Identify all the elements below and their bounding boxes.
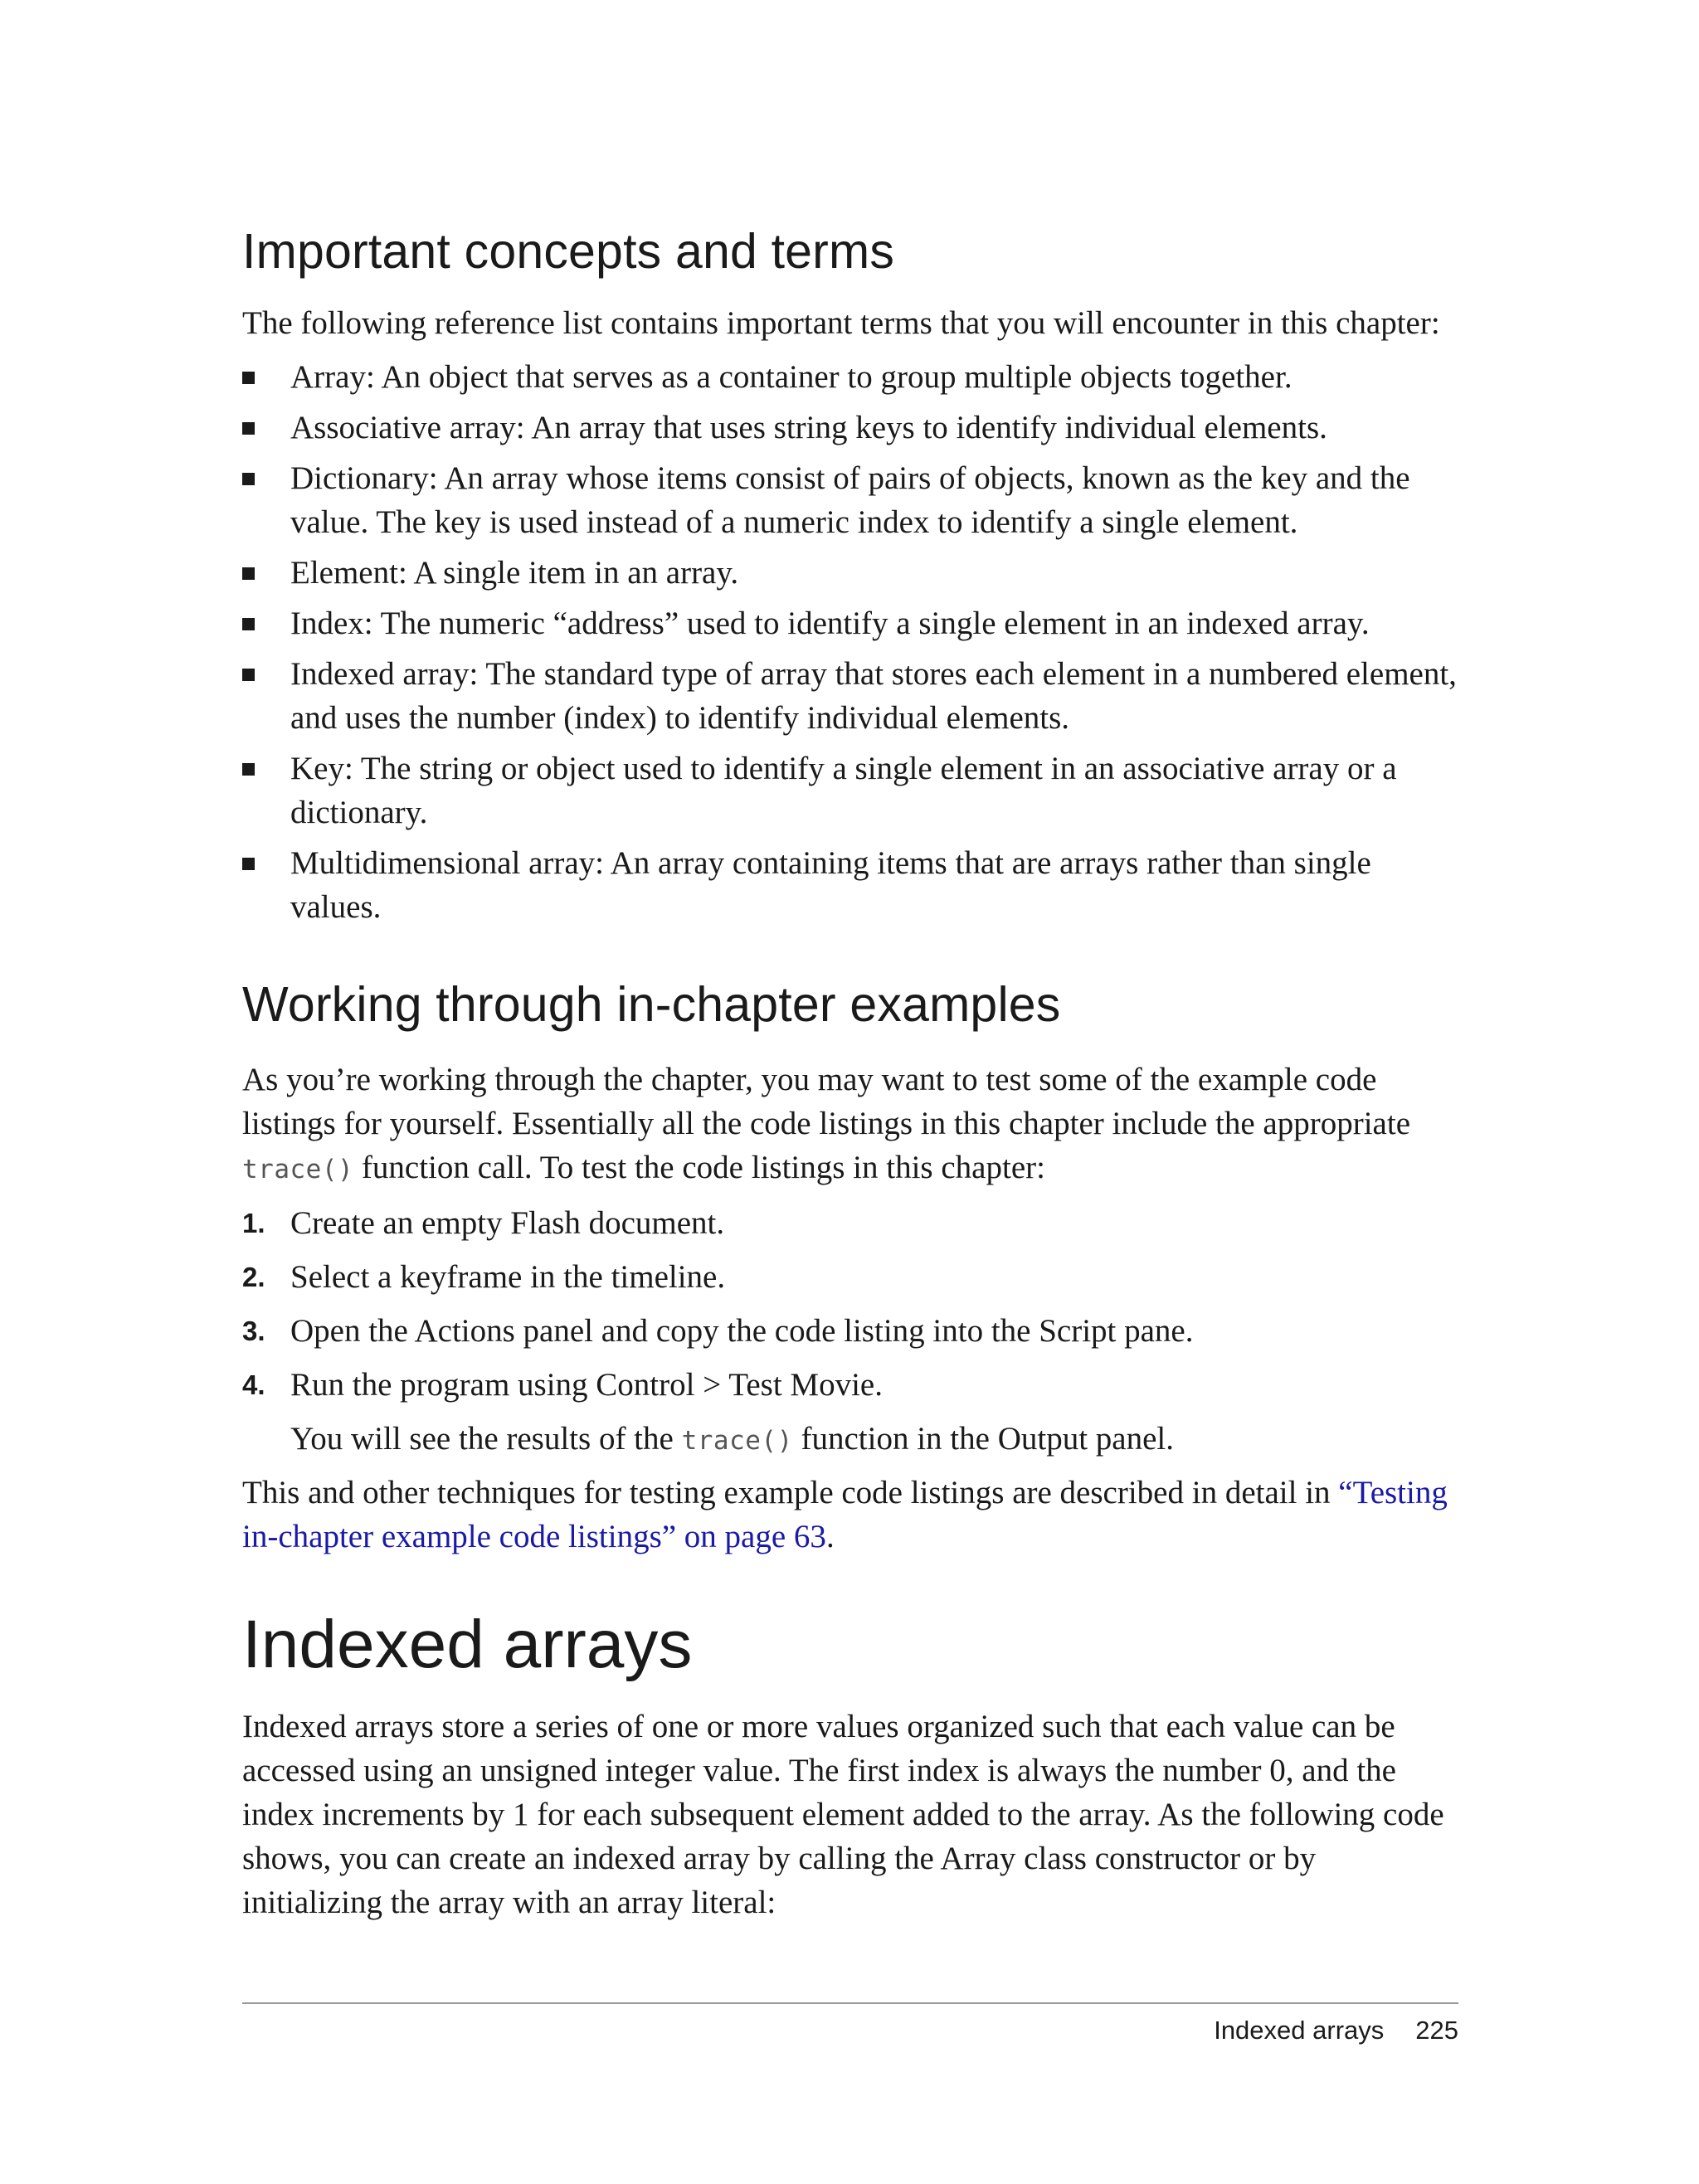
bullet-square-icon (242, 567, 255, 580)
list-item: 4. Run the program using Control > Test Movie. (242, 1363, 1458, 1407)
list-item: 3. Open the Actions panel and copy the code listing into the Script pane. (242, 1309, 1458, 1353)
bullet-square-icon (242, 422, 255, 435)
list-item: 2. Select a keyframe in the timeline. (242, 1255, 1458, 1299)
list-item: Indexed array: The standard type of array that stores each element in a numbered element, and uses the number (index) to identify individual elements. (242, 652, 1458, 740)
bullet-square-icon (242, 858, 255, 870)
footer-divider (242, 2002, 1458, 2004)
section-heading-examples: Working through in-chapter examples (242, 977, 1061, 1032)
step-number: 2. (242, 1262, 265, 1292)
footer-section-title: Indexed arrays (1214, 2016, 1385, 2045)
bullet-square-icon (242, 473, 255, 485)
page-footer (1214, 2014, 1458, 2047)
bullet-square-icon (242, 669, 255, 681)
list-item: Dictionary: An array whose items consist of pairs of objects, known as the key and the value. The key is used instead of a numeric index to identify a single element. (242, 456, 1452, 544)
steps-list (242, 1201, 1458, 1417)
inline-code: trace() (242, 1155, 354, 1184)
list-item: Index: The numeric “address” used to identify a single element in an indexed array. (242, 601, 1458, 645)
examples-closing: This and other techniques for testing example code listings are described in detail in “Testing in-chapter example code listings” on page 63. (242, 1475, 1448, 1554)
step-number: 3. (242, 1316, 265, 1346)
cross-reference-link[interactable]: “Testing in-chapter example code listings” on page 63 (242, 1475, 1448, 1554)
section-heading-concepts: Important concepts and terms (242, 224, 895, 279)
list-item: Array: An object that serves as a container to group multiple objects together. (242, 355, 1458, 399)
list-item: 1. Create an empty Flash document. (242, 1201, 1458, 1245)
examples-intro: As you’re working through the chapter, you may want to test some of the example code listings for yourself. Essentially all the code listings in this chapter include the appropriate trace() function call. To test the code listings in this chapter: (242, 1062, 1410, 1185)
step-number: 4. (242, 1369, 265, 1400)
list-item: Multidimensional array: An array containing items that are arrays rather than single values. (242, 841, 1452, 929)
step-result-note: You will see the results of the trace() function in the Output panel. (290, 1421, 1174, 1457)
list-item: Key: The string or object used to identify a single element in an associative array or a dictionary. (242, 747, 1452, 834)
section-heading-indexed-arrays: Indexed arrays (242, 1607, 693, 1682)
concepts-intro: The following reference list contains important terms that you will encounter in this chapter: (242, 305, 1440, 341)
indexed-arrays-body: Indexed arrays store a series of one or more values organized such that each value can be accessed using an unsigned integer value. The first index is always the number 0, and the index increments by 1 for each subsequent element added to the array. As the following code shows, you can create an indexed array by calling the Array class constructor or by initializing the array with an array literal: (242, 1709, 1444, 1920)
list-item: Element: A single item in an array. (242, 551, 1458, 595)
bullet-square-icon (242, 763, 255, 776)
step-number: 1. (242, 1208, 265, 1238)
bullet-square-icon (242, 372, 255, 384)
terms-list (242, 355, 1458, 936)
list-item: Associative array: An array that uses string keys to identify individual elements. (242, 406, 1458, 450)
inline-code: trace() (681, 1426, 793, 1456)
bullet-square-icon (242, 618, 255, 630)
page-number: 225 (1415, 2016, 1458, 2045)
